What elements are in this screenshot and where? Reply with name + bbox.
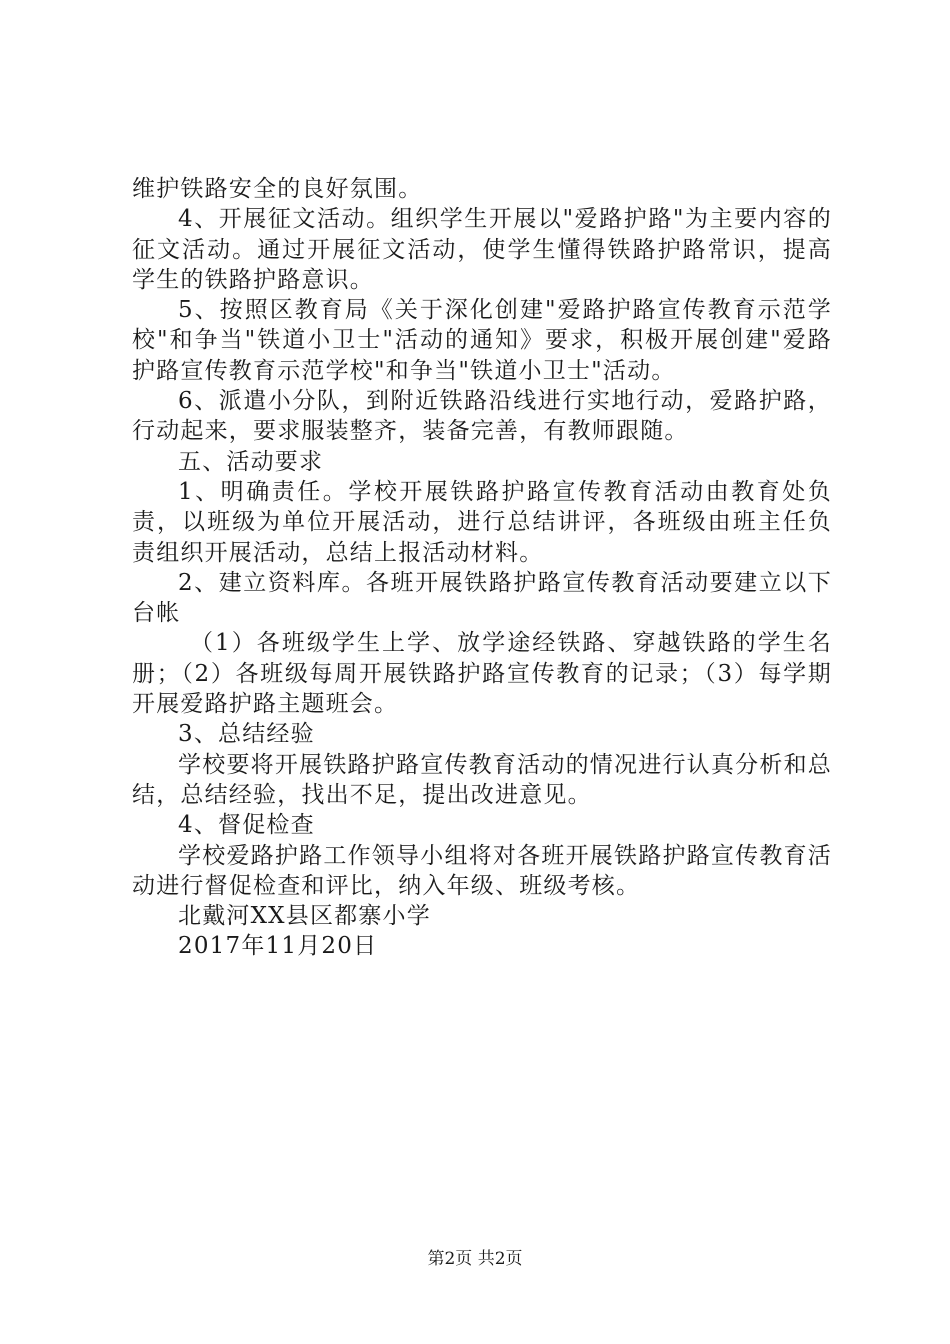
paragraph-continuation: 维护铁路安全的良好氛围。 bbox=[132, 176, 423, 202]
paragraph-requirement-4: 4、督促检查 bbox=[178, 812, 315, 839]
signature-school: 北戴河XX县区都寨小学 bbox=[178, 903, 431, 930]
paragraph-item-6: 6、派遣小分队，到附近铁路沿线进行实地行动，爱路护路，行动起来，要求服装整齐，装备完善，有教师跟随。 bbox=[132, 388, 832, 445]
paragraph-ledger-list: （1）各班级学生上学、放学途经铁路、穿越铁路的学生名册；（2）各班级每周开展铁路护路宣传教育的记录；（3）每学期开展爱路护路主题班会。 bbox=[132, 630, 832, 718]
page-footer: 第2页 共2页 bbox=[427, 1249, 523, 1269]
paragraph-summary: 学校要将开展铁路护路宣传教育活动的情况进行认真分析和总结，总结经验，找出不足，提出改进意见。 bbox=[132, 751, 832, 808]
paragraph-item-4: 4、开展征文活动。组织学生开展以"爱路护路"为主要内容的征文活动。通过开展征文活动，使学生懂得铁路护路常识，提高学生的铁路护路意识。 bbox=[132, 206, 832, 293]
paragraph-requirement-2: 2、建立资料库。各班开展铁路护路宣传教育活动要建立以下台帐 bbox=[132, 569, 832, 627]
paragraph-requirement-3: 3、总结经验 bbox=[178, 721, 315, 748]
paragraph-requirement-1: 1、明确责任。学校开展铁路护路宣传教育活动由教育处负责，以班级为单位开展活动，进行总结讲评，各班级由班主任负责组织开展活动，总结上报活动材料。 bbox=[132, 478, 832, 566]
document-body bbox=[132, 174, 832, 962]
paragraph-item-5: 5、按照区教育局《关于深化创建"爱路护路宣传教育示范学校"和争当"铁道小卫士"活动的通知》要求，积极开展创建"爱路护路宣传教育示范学校"和争当"铁道小卫士"活动。 bbox=[132, 297, 832, 384]
signature-date: 2017年11月20日 bbox=[178, 933, 378, 960]
paragraph-inspection: 学校爱路护路工作领导小组将对各班开展铁路护路宣传教育活动进行督促检查和评比，纳入年级、班级考核。 bbox=[132, 842, 832, 899]
section-heading-requirements: 五、活动要求 bbox=[178, 448, 324, 475]
